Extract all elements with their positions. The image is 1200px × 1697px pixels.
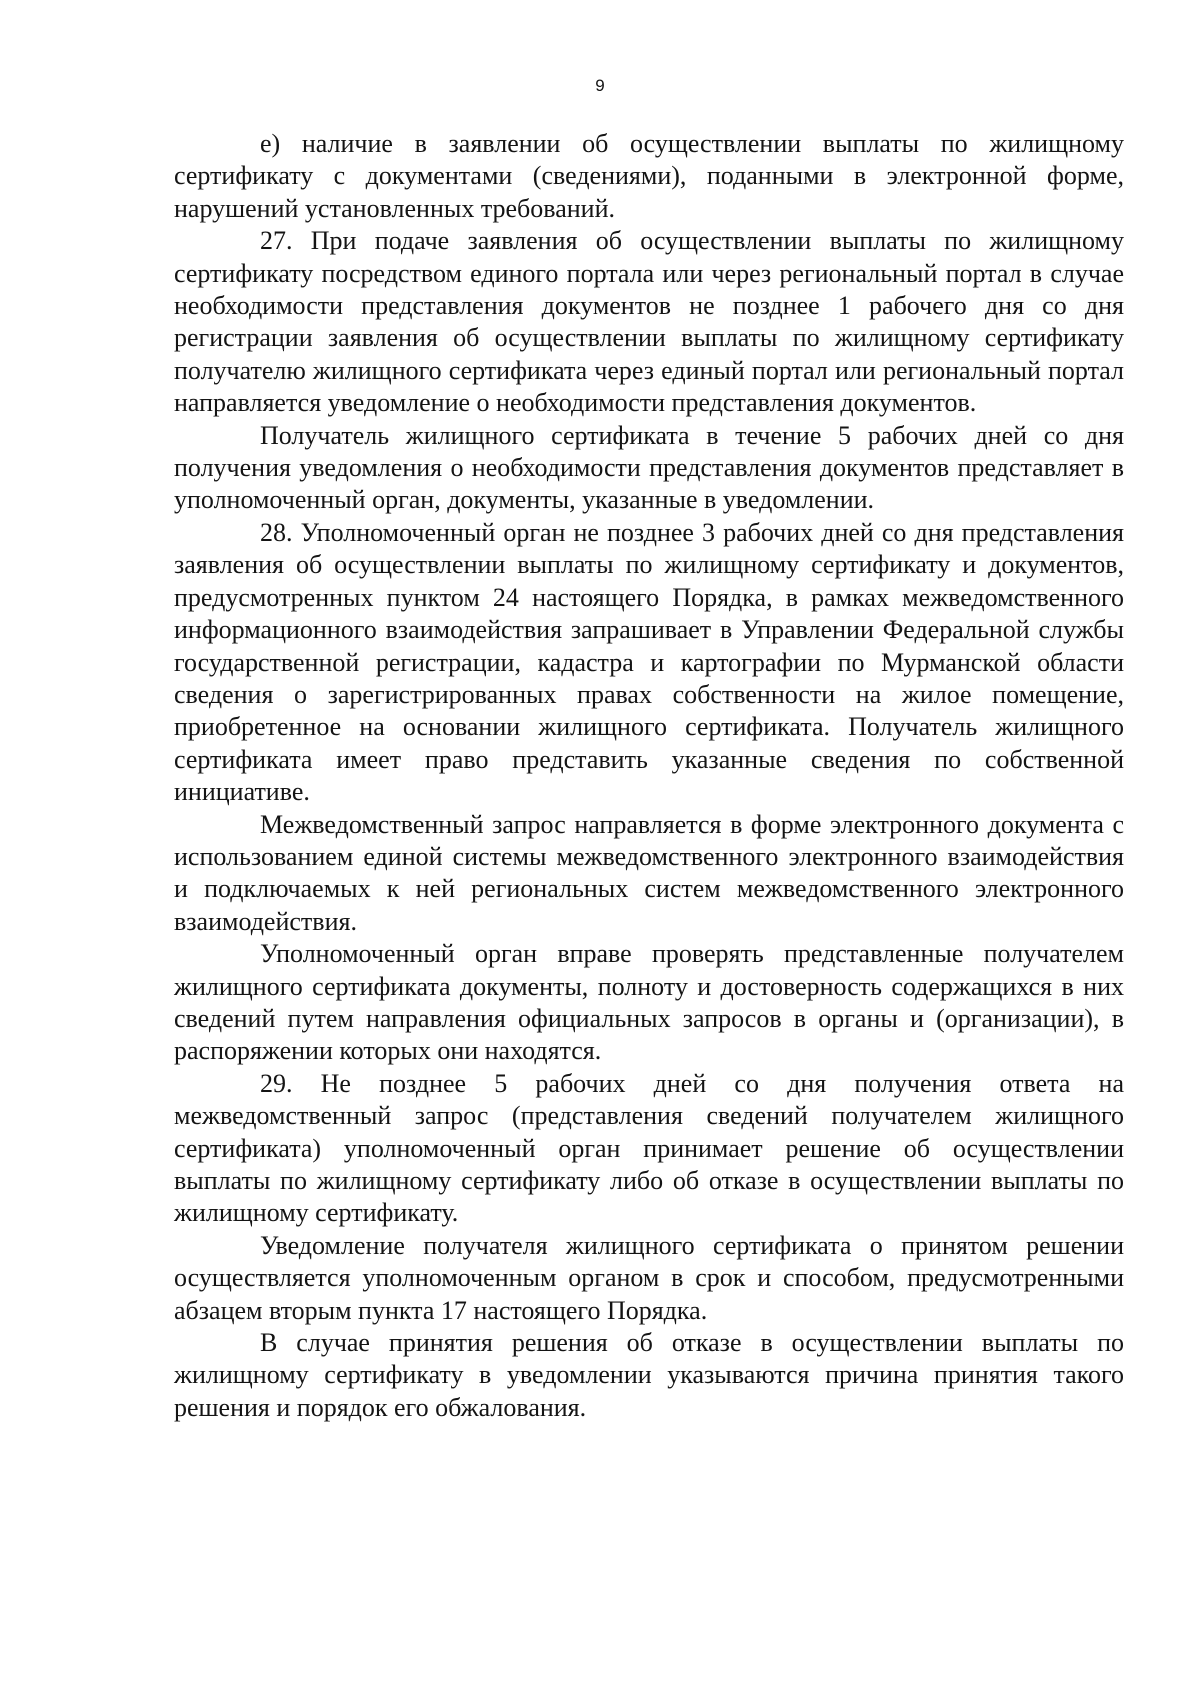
paragraph-verification-right: Уполномоченный орган вправе проверять представленные получателем жилищного сертификата документы, полноту и достоверность содержащихся в них сведений путем направления официальных запросов в органы и (организации), в распоряжении которых они находятся. (174, 939, 1124, 1066)
paragraph-interagency-request: Межведомственный запрос направляется в форме электронного документа с использованием единой системы межведомственного электронного взаимодействия и подключаемых к ней региональных систем межведомственного электронного взаимодействия. (174, 809, 1124, 936)
paragraph-refusal-notice: В случае принятия решения об отказе в осуществлении выплаты по жилищному сертификату в уведомлении указываются причина принятия такого решения и порядок его обжалования. (174, 1328, 1124, 1422)
document-body (174, 128, 1124, 1424)
paragraph-recipient-submission: Получатель жилищного сертификата в течение 5 рабочих дней со дня получения уведомления о необходимости представления документов представляет в уполномоченный орган, документы, указанные в уведомлении. (174, 420, 1124, 515)
paragraph-item-e: е) наличие в заявлении об осуществлении выплаты по жилищному сертификату с документами (сведениями), поданными в электронной форме, нарушений установленных требований. (174, 129, 1124, 223)
paragraph-clause-28: 28. Уполномоченный орган не позднее 3 рабочих дней со дня представления заявления об осуществлении выплаты по жилищному сертификату и документов, предусмотренных пунктом 24 настоящего Порядка, в рамках межведомственного информационного взаимодействия запрашивает в Управлении Федеральной службы государственной регистрации, кадастра и картографии по Мурманской области сведения о зарегистрированных правах собственности на жилое помещение, приобретенное на основании жилищного сертификата. Получатель жилищного сертификата имеет право представить указанные сведения по собственной инициативе. (174, 517, 1124, 807)
page-number: 9 (595, 76, 605, 95)
paragraph-decision-notice: Уведомление получателя жилищного сертификата о принятом решении осуществляется уполномоченным органом в срок и способом, предусмотренными абзацем вторым пункта 17 настоящего Порядка. (174, 1230, 1124, 1325)
paragraph-clause-27: 27. При подаче заявления об осуществлении выплаты по жилищному сертификату посредством единого портала или через региональный портал в случае необходимости представления документов не позднее 1 рабочего дня со дня регистрации заявления об осуществлении выплаты по жилищному сертификату получателю жилищного сертификата через единый портал или региональный портал направляется уведомление о необходимости представления документов. (174, 226, 1124, 418)
paragraph-clause-29: 29. Не позднее 5 рабочих дней со дня получения ответа на межведомственный запрос (представления сведений получателем жилищного сертификата) уполномоченный орган принимает решение об осуществлении выплаты по жилищному сертификату либо об отказе в осуществлении выплаты по жилищному сертификату. (174, 1068, 1124, 1228)
